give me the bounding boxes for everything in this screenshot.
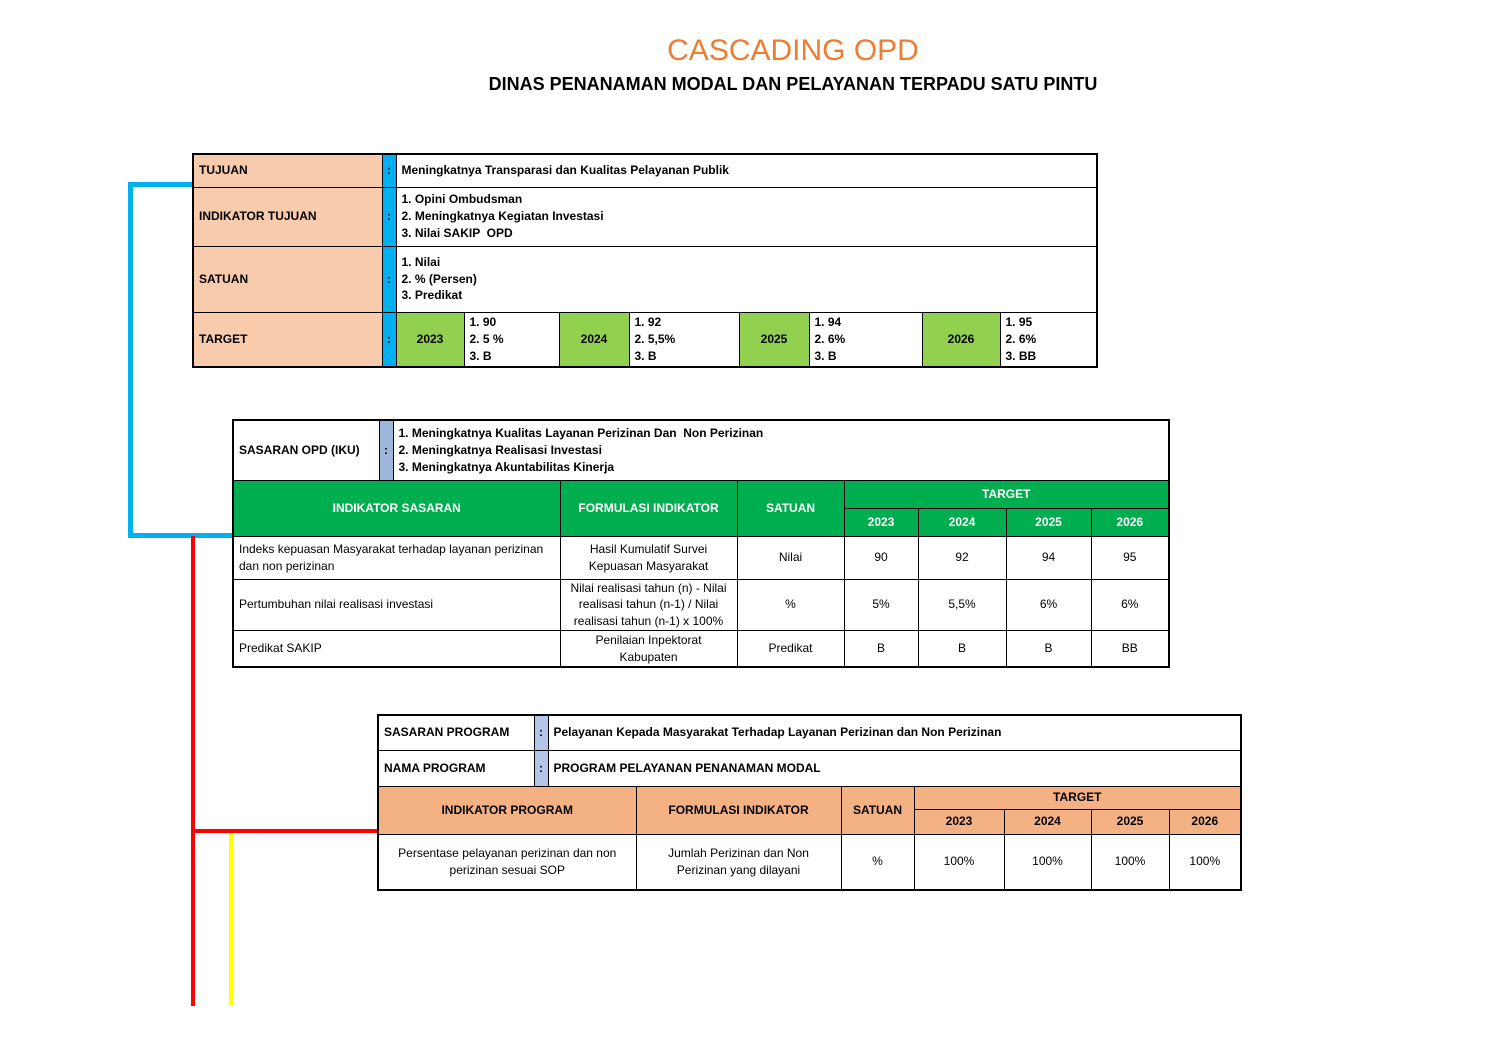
satuan-cell: Predikat: [737, 630, 844, 667]
sasaran-program-label: SASARAN PROGRAM: [378, 715, 534, 750]
value-cell: 100%: [1169, 834, 1241, 890]
target-values-2023: 1. 90 2. 5 % 3. B: [464, 312, 559, 367]
page-header: [293, 34, 1293, 95]
col-header-year: 2024: [918, 508, 1006, 536]
value-cell: 94: [1006, 536, 1091, 579]
indikator-tujuan-label: INDIKATOR TUJUAN: [193, 187, 382, 246]
sasaran-program-value: Pelayanan Kepada Masyarakat Terhadap Layanan Perizinan dan Non Perizinan: [548, 715, 1241, 750]
indikator-cell: Pertumbuhan nilai realisasi investasi: [233, 579, 560, 630]
tujuan-label: TUJUAN: [193, 154, 382, 187]
connector-red-horizontal: [191, 829, 377, 833]
value-cell: BB: [1091, 630, 1169, 667]
formulasi-cell: Nilai realisasi tahun (n) - Nilai realisasi tahun (n-1) / Nilai realisasi tahun (n-1) x 100%: [560, 579, 737, 630]
connector-blue-vertical: [128, 182, 133, 538]
target-values-2026: 1. 95 2. 6% 3. BB: [1000, 312, 1097, 367]
formulasi-cell: Penilaian Inpektorat Kabupaten: [560, 630, 737, 667]
colon-separator: :: [382, 187, 396, 246]
value-cell: B: [844, 630, 918, 667]
value-cell: 6%: [1091, 579, 1169, 630]
colon-separator: :: [534, 715, 548, 750]
value-cell: 92: [918, 536, 1006, 579]
value-cell: 100%: [914, 834, 1004, 890]
value-cell: B: [1006, 630, 1091, 667]
connector-blue-horizontal-bottom: [128, 533, 232, 538]
colon-separator: :: [379, 420, 393, 480]
col-header-target: TARGET: [844, 480, 1169, 508]
target-values-2024: 1. 92 2. 5,5% 3. B: [629, 312, 739, 367]
target-year-2025: 2025: [739, 312, 809, 367]
list-line: 1. Nilai: [401, 254, 441, 269]
list-line: 3. Meningkatnya Akuntabilitas Kinerja: [398, 459, 615, 474]
colon-separator: :: [534, 750, 548, 786]
target-values-2025: 1. 94 2. 6% 3. B: [809, 312, 922, 367]
sasaran-opd-value: [393, 420, 1169, 480]
target-year-2026: 2026: [922, 312, 1000, 367]
satuan-cell: %: [841, 834, 914, 890]
target-year-2024: 2024: [559, 312, 629, 367]
indikator-cell: Predikat SAKIP: [233, 630, 560, 667]
list-line: 2. % (Persen): [401, 271, 477, 286]
list-line: 3. Nilai SAKIP OPD: [401, 225, 513, 240]
indikator-tujuan-value: [396, 187, 1097, 246]
value-cell: 5,5%: [918, 579, 1006, 630]
indikator-cell: Indeks kepuasan Masyarakat terhadap layanan perizinan dan non perizinan: [233, 536, 560, 579]
value-cell: 90: [844, 536, 918, 579]
sasaran-opd-table: [232, 419, 1170, 668]
col-header-formulasi: FORMULASI INDIKATOR: [636, 786, 841, 834]
value-cell: 6%: [1006, 579, 1091, 630]
tujuan-table: [192, 153, 1098, 368]
connector-blue-horizontal-top: [128, 182, 194, 187]
col-header-formulasi: FORMULASI INDIKATOR: [560, 480, 737, 536]
value-cell: 100%: [1004, 834, 1091, 890]
tujuan-value: Meningkatnya Transparasi dan Kualitas Pelayanan Publik: [396, 154, 1097, 187]
connector-yellow-vertical: [229, 833, 233, 1005]
col-header-satuan: SATUAN: [737, 480, 844, 536]
nama-program-value: PROGRAM PELAYANAN PENANAMAN MODAL: [548, 750, 1241, 786]
target-year-2023: 2023: [396, 312, 464, 367]
satuan-label: SATUAN: [193, 246, 382, 312]
value-cell: 95: [1091, 536, 1169, 579]
colon-separator: :: [382, 246, 396, 312]
satuan-cell: Nilai: [737, 536, 844, 579]
connector-red-vertical: [191, 536, 195, 1006]
col-header-indikator-sasaran: INDIKATOR SASARAN: [233, 480, 560, 536]
list-line: 2. Meningkatnya Kegiatan Investasi: [401, 209, 604, 224]
list-line: 1. Opini Ombudsman: [401, 192, 523, 207]
list-line: 1. Meningkatnya Kualitas Layanan Perizinan Dan Non Perizinan: [398, 426, 764, 441]
col-header-year: 2024: [1004, 809, 1091, 834]
satuan-value: [396, 246, 1097, 312]
page-subtitle: DINAS PENANAMAN MODAL DAN PELAYANAN TERPADU SATU PINTU: [488, 74, 1098, 94]
col-header-year: 2026: [1169, 809, 1241, 834]
list-line: 3. Predikat: [401, 288, 463, 303]
value-cell: B: [918, 630, 1006, 667]
col-header-year: 2025: [1091, 809, 1169, 834]
page-title: CASCADING OPD: [667, 34, 919, 67]
col-header-year: 2026: [1091, 508, 1169, 536]
formulasi-cell: Hasil Kumulatif Survei Kepuasan Masyarakat: [560, 536, 737, 579]
col-header-satuan: SATUAN: [841, 786, 914, 834]
formulasi-cell: Jumlah Perizinan dan Non Perizinan yang dilayani: [636, 834, 841, 890]
col-header-target: TARGET: [914, 786, 1241, 809]
value-cell: 5%: [844, 579, 918, 630]
target-label: TARGET: [193, 312, 382, 367]
nama-program-label: NAMA PROGRAM: [378, 750, 534, 786]
col-header-year: 2025: [1006, 508, 1091, 536]
col-header-year: 2023: [914, 809, 1004, 834]
indikator-cell: Persentase pelayanan perizinan dan non perizinan sesuai SOP: [378, 834, 636, 890]
colon-separator: :: [382, 312, 396, 367]
value-cell: 100%: [1091, 834, 1169, 890]
sasaran-opd-label: SASARAN OPD (IKU): [233, 420, 379, 480]
program-table: [377, 714, 1242, 891]
colon-separator: :: [382, 154, 396, 187]
satuan-cell: %: [737, 579, 844, 630]
col-header-indikator-program: INDIKATOR PROGRAM: [378, 786, 636, 834]
list-line: 2. Meningkatnya Realisasi Investasi: [398, 442, 602, 457]
col-header-year: 2023: [844, 508, 918, 536]
